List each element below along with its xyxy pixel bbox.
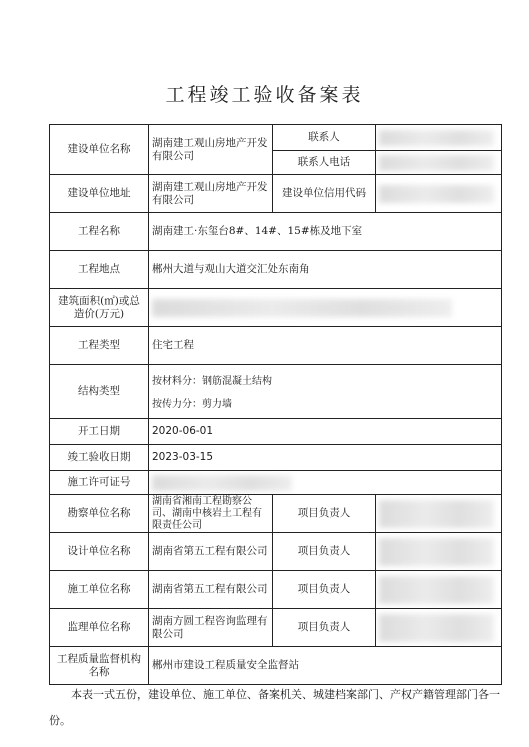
structure-type-label: 结构类型 — [50, 365, 149, 419]
design-manager-redacted — [376, 533, 502, 571]
construction-unit-label: 建设单位名称 — [50, 125, 149, 175]
structure-force-line: 按传力分：剪力墙 — [152, 398, 232, 410]
area-cost-label: 建筑面积(㎡)或总造价(万元) — [50, 289, 149, 327]
survey-unit-value: 湖南省湘南工程勘察公司、湖南中核岩土工程有限责任公司 — [149, 495, 273, 533]
permit-redacted — [149, 471, 502, 495]
build-manager-redacted — [376, 571, 502, 609]
construction-unit-value: 湖南建工观山房地产开发有限公司 — [149, 125, 273, 175]
area-cost-row — [50, 289, 502, 327]
permit-label: 施工许可证号 — [50, 471, 149, 495]
contact-label: 联系人 — [273, 125, 376, 151]
supervision-unit-label: 监理单位名称 — [50, 609, 149, 647]
project-type-value: 住宅工程 — [149, 327, 502, 365]
project-type-label: 工程类型 — [50, 327, 149, 365]
quality-agency-row — [50, 647, 502, 685]
start-date-row — [50, 419, 502, 445]
filing-form-table — [49, 124, 502, 685]
structure-type-value — [149, 365, 502, 419]
structure-material-line: 按材料分：钢筋混凝土结构 — [152, 375, 272, 387]
project-name-value: 湖南建工·东玺台8#、14#、15#栋及地下室 — [149, 213, 502, 251]
build-unit-value: 湖南省第五工程有限公司 — [149, 571, 273, 609]
quality-agency-label: 工程质量监督机构名称 — [50, 647, 149, 685]
permit-row — [50, 471, 502, 495]
credit-code-redacted — [376, 175, 502, 213]
design-manager-label: 项目负责人 — [273, 533, 376, 571]
completion-date-row — [50, 445, 502, 471]
survey-unit-row — [50, 495, 502, 533]
supervision-manager-label: 项目负责人 — [273, 609, 376, 647]
quality-agency-value: 郴州市建设工程质量安全监督站 — [149, 647, 502, 685]
construction-address-value: 湖南建工观山房地产开发有限公司 — [149, 175, 273, 213]
structure-type-row — [50, 365, 502, 419]
survey-manager-label: 项目负责人 — [273, 495, 376, 533]
completion-date-label: 竣工验收日期 — [50, 445, 149, 471]
construction-address-row — [50, 175, 502, 213]
design-unit-value: 湖南省第五工程有限公司 — [149, 533, 273, 571]
form-title: 工程竣工验收备案表 — [165, 84, 364, 106]
project-name-label: 工程名称 — [50, 213, 149, 251]
project-location-value: 郴州大道与观山大道交汇处东南角 — [149, 251, 502, 289]
project-name-row — [50, 213, 502, 251]
supervision-unit-row — [50, 609, 502, 647]
survey-manager-redacted — [376, 495, 502, 533]
contact-phone-label: 联系人电话 — [273, 151, 376, 175]
start-date-value: 2020-06-01 — [149, 419, 502, 445]
supervision-manager-redacted — [376, 609, 502, 647]
survey-unit-label: 勘察单位名称 — [50, 495, 149, 533]
build-manager-label: 项目负责人 — [273, 571, 376, 609]
project-type-row — [50, 327, 502, 365]
project-location-row — [50, 251, 502, 289]
build-unit-label: 施工单位名称 — [50, 571, 149, 609]
design-unit-row — [50, 533, 502, 571]
contact-value-redacted — [376, 125, 502, 151]
start-date-label: 开工日期 — [50, 419, 149, 445]
build-unit-row — [50, 571, 502, 609]
supervision-unit-value: 湖南方圆工程咨询监理有限公司 — [149, 609, 273, 647]
area-cost-redacted — [149, 289, 502, 327]
construction-unit-row — [50, 125, 502, 151]
design-unit-label: 设计单位名称 — [50, 533, 149, 571]
construction-address-label: 建设单位地址 — [50, 175, 149, 213]
completion-date-value: 2023-03-15 — [149, 445, 502, 471]
contact-phone-redacted — [376, 151, 502, 175]
credit-code-label: 建设单位信用代码 — [273, 175, 376, 213]
project-location-label: 工程地点 — [50, 251, 149, 289]
footer-note: 本表一式五份，建设单位、施工单位、备案机关、城建档案部门、产权产籍管理部门各一份。 — [49, 688, 500, 727]
